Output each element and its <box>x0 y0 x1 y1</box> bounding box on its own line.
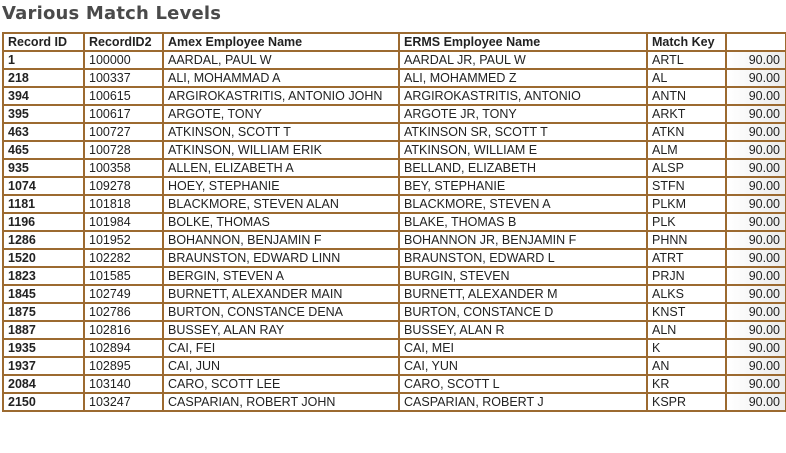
cell-score: 90.00 <box>726 321 786 339</box>
cell-record-id2: 103247 <box>84 393 163 411</box>
cell-record-id2: 100358 <box>84 159 163 177</box>
cell-score: 90.00 <box>726 249 786 267</box>
cell-erms-name: CARO, SCOTT L <box>399 375 647 393</box>
cell-erms-name: ATKINSON, WILLIAM E <box>399 141 647 159</box>
cell-match-key: KNST <box>647 303 726 321</box>
cell-score: 90.00 <box>726 177 786 195</box>
cell-amex-name: BLACKMORE, STEVEN ALAN <box>163 195 399 213</box>
cell-match-key: ANTN <box>647 87 726 105</box>
cell-match-key: ALSP <box>647 159 726 177</box>
cell-amex-name: BOHANNON, BENJAMIN F <box>163 231 399 249</box>
cell-score: 90.00 <box>726 123 786 141</box>
cell-erms-name: CAI, MEI <box>399 339 647 357</box>
cell-record-id: 1196 <box>3 213 84 231</box>
cell-amex-name: ALLEN, ELIZABETH A <box>163 159 399 177</box>
cell-record-id: 1074 <box>3 177 84 195</box>
cell-match-key: KSPR <box>647 393 726 411</box>
cell-record-id2: 102282 <box>84 249 163 267</box>
cell-record-id2: 100000 <box>84 51 163 69</box>
cell-record-id2: 100337 <box>84 69 163 87</box>
table-row[interactable] <box>3 285 786 303</box>
cell-record-id: 2150 <box>3 393 84 411</box>
cell-score: 90.00 <box>726 339 786 357</box>
cell-amex-name: AARDAL, PAUL W <box>163 51 399 69</box>
cell-score: 90.00 <box>726 159 786 177</box>
cell-record-id: 1875 <box>3 303 84 321</box>
cell-match-key: PHNN <box>647 231 726 249</box>
cell-erms-name: ARGOTE JR, TONY <box>399 105 647 123</box>
cell-record-id: 1286 <box>3 231 84 249</box>
table-row[interactable] <box>3 105 786 123</box>
table-row[interactable] <box>3 177 786 195</box>
cell-match-key: ATRT <box>647 249 726 267</box>
cell-amex-name: BRAUNSTON, EDWARD LINN <box>163 249 399 267</box>
table-row[interactable] <box>3 141 786 159</box>
cell-match-key: ATKN <box>647 123 726 141</box>
cell-record-id: 218 <box>3 69 84 87</box>
cell-match-key: STFN <box>647 177 726 195</box>
cell-score: 90.00 <box>726 357 786 375</box>
cell-record-id2: 100617 <box>84 105 163 123</box>
cell-amex-name: BUSSEY, ALAN RAY <box>163 321 399 339</box>
cell-amex-name: ATKINSON, SCOTT T <box>163 123 399 141</box>
cell-record-id: 463 <box>3 123 84 141</box>
cell-record-id2: 102894 <box>84 339 163 357</box>
cell-amex-name: CASPARIAN, ROBERT JOHN <box>163 393 399 411</box>
cell-record-id2: 100727 <box>84 123 163 141</box>
table-row[interactable] <box>3 303 786 321</box>
cell-amex-name: HOEY, STEPHANIE <box>163 177 399 195</box>
cell-match-key: ARTL <box>647 51 726 69</box>
cell-record-id: 2084 <box>3 375 84 393</box>
cell-amex-name: ALI, MOHAMMAD A <box>163 69 399 87</box>
table-row[interactable] <box>3 267 786 285</box>
cell-amex-name: CAI, FEI <box>163 339 399 357</box>
cell-erms-name: BOHANNON JR, BENJAMIN F <box>399 231 647 249</box>
table-row[interactable] <box>3 213 786 231</box>
cell-record-id: 1887 <box>3 321 84 339</box>
cell-amex-name: BERGIN, STEVEN A <box>163 267 399 285</box>
cell-record-id: 1520 <box>3 249 84 267</box>
cell-amex-name: BOLKE, THOMAS <box>163 213 399 231</box>
cell-match-key: PRJN <box>647 267 726 285</box>
cell-score: 90.00 <box>726 195 786 213</box>
table-row[interactable] <box>3 231 786 249</box>
cell-record-id: 395 <box>3 105 84 123</box>
cell-erms-name: BELLAND, ELIZABETH <box>399 159 647 177</box>
cell-record-id: 1181 <box>3 195 84 213</box>
cell-amex-name: BURTON, CONSTANCE DENA <box>163 303 399 321</box>
cell-record-id: 1937 <box>3 357 84 375</box>
table-row[interactable] <box>3 393 786 411</box>
cell-match-key: ARKT <box>647 105 726 123</box>
table-row[interactable] <box>3 321 786 339</box>
cell-amex-name: BURNETT, ALEXANDER MAIN <box>163 285 399 303</box>
cell-match-key: KR <box>647 375 726 393</box>
cell-record-id: 1 <box>3 51 84 69</box>
cell-record-id2: 102749 <box>84 285 163 303</box>
cell-erms-name: BEY, STEPHANIE <box>399 177 647 195</box>
cell-record-id: 394 <box>3 87 84 105</box>
cell-match-key: PLKM <box>647 195 726 213</box>
cell-score: 90.00 <box>726 267 786 285</box>
cell-record-id: 935 <box>3 159 84 177</box>
cell-score: 90.00 <box>726 87 786 105</box>
cell-record-id2: 103140 <box>84 375 163 393</box>
table-row[interactable] <box>3 339 786 357</box>
cell-match-key: PLK <box>647 213 726 231</box>
cell-erms-name: CAI, YUN <box>399 357 647 375</box>
header-match-key[interactable]: Match Key <box>647 33 726 51</box>
cell-score: 90.00 <box>726 51 786 69</box>
cell-erms-name: CASPARIAN, ROBERT J <box>399 393 647 411</box>
cell-record-id: 1823 <box>3 267 84 285</box>
cell-erms-name: BLAKE, THOMAS B <box>399 213 647 231</box>
cell-record-id2: 100728 <box>84 141 163 159</box>
cell-amex-name: ARGIROKASTRITIS, ANTONIO JOHN <box>163 87 399 105</box>
cell-score: 90.00 <box>726 303 786 321</box>
cell-amex-name: CARO, SCOTT LEE <box>163 375 399 393</box>
match-table <box>2 32 786 412</box>
cell-record-id2: 101984 <box>84 213 163 231</box>
cell-erms-name: BURNETT, ALEXANDER M <box>399 285 647 303</box>
cell-score: 90.00 <box>726 375 786 393</box>
table-row[interactable] <box>3 51 786 69</box>
cell-erms-name: BURTON, CONSTANCE D <box>399 303 647 321</box>
cell-amex-name: ARGOTE, TONY <box>163 105 399 123</box>
cell-score: 90.00 <box>726 213 786 231</box>
cell-score: 90.00 <box>726 393 786 411</box>
cell-erms-name: BUSSEY, ALAN R <box>399 321 647 339</box>
table-row[interactable] <box>3 69 786 87</box>
header-record-id2[interactable]: RecordID2 <box>84 33 163 51</box>
cell-match-key: AN <box>647 357 726 375</box>
header-record-id[interactable]: Record ID <box>3 33 84 51</box>
cell-score: 90.00 <box>726 231 786 249</box>
cell-score: 90.00 <box>726 285 786 303</box>
cell-amex-name: CAI, JUN <box>163 357 399 375</box>
cell-match-key: AL <box>647 69 726 87</box>
cell-match-key: K <box>647 339 726 357</box>
table-header-row <box>3 33 786 51</box>
cell-match-key: ALKS <box>647 285 726 303</box>
header-amex-employee-name[interactable]: Amex Employee Name <box>163 33 399 51</box>
cell-erms-name: ATKINSON SR, SCOTT T <box>399 123 647 141</box>
cell-record-id2: 101818 <box>84 195 163 213</box>
cell-score: 90.00 <box>726 141 786 159</box>
cell-amex-name: ATKINSON, WILLIAM ERIK <box>163 141 399 159</box>
page-title: Various Match Levels <box>2 3 222 24</box>
cell-record-id2: 100615 <box>84 87 163 105</box>
cell-erms-name: ALI, MOHAMMED Z <box>399 69 647 87</box>
cell-record-id: 1935 <box>3 339 84 357</box>
cell-record-id2: 102816 <box>84 321 163 339</box>
cell-erms-name: BLACKMORE, STEVEN A <box>399 195 647 213</box>
table-row[interactable] <box>3 375 786 393</box>
cell-record-id2: 102786 <box>84 303 163 321</box>
cell-record-id2: 102895 <box>84 357 163 375</box>
table-row[interactable] <box>3 249 786 267</box>
cell-record-id2: 101585 <box>84 267 163 285</box>
cell-erms-name: AARDAL JR, PAUL W <box>399 51 647 69</box>
table-row[interactable] <box>3 159 786 177</box>
cell-match-key: ALM <box>647 141 726 159</box>
cell-score: 90.00 <box>726 69 786 87</box>
cell-record-id: 465 <box>3 141 84 159</box>
cell-erms-name: ARGIROKASTRITIS, ANTONIO <box>399 87 647 105</box>
cell-match-key: ALN <box>647 321 726 339</box>
header-erms-employee-name[interactable]: ERMS Employee Name <box>399 33 647 51</box>
table-row[interactable] <box>3 123 786 141</box>
cell-erms-name: BRAUNSTON, EDWARD L <box>399 249 647 267</box>
table-row[interactable] <box>3 357 786 375</box>
cell-score: 90.00 <box>726 105 786 123</box>
table-row[interactable] <box>3 87 786 105</box>
cell-erms-name: BURGIN, STEVEN <box>399 267 647 285</box>
table-row[interactable] <box>3 195 786 213</box>
cell-record-id2: 109278 <box>84 177 163 195</box>
cell-record-id: 1845 <box>3 285 84 303</box>
cell-record-id2: 101952 <box>84 231 163 249</box>
header-score[interactable] <box>726 33 786 51</box>
